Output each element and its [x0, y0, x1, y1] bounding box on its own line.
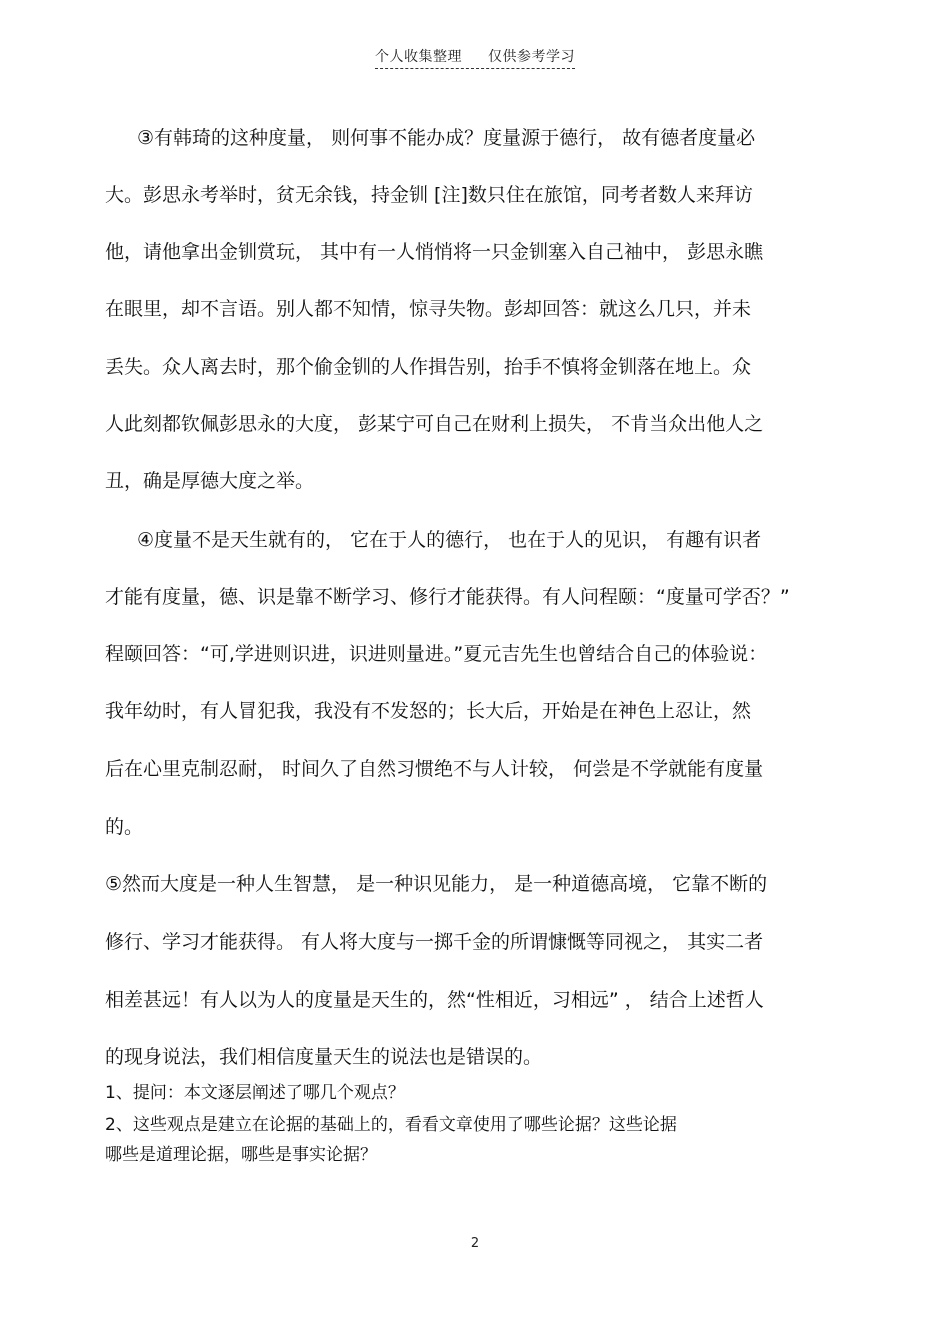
paragraph-line: ⑤然而大度是一种人生智慧， 是一种识见能力， 是一种道德高境， 它靠不断的 [105, 873, 768, 895]
paragraph-line: 我年幼时，有人冒犯我，我没有不发怒的；长大后，开始是在神色上忍让，然 [105, 700, 752, 722]
paragraph-line: 在眼里，却不言语。别人都不知情，惊寻失物。彭却回答：就这么几只，并未 [105, 298, 752, 320]
header-left: 个人收集整理 [375, 49, 462, 65]
paragraph-line: 他，请他拿出金钏赏玩， 其中有一人悄悄将一只金钏塞入自己袖中， 彭思永瞧 [105, 241, 764, 263]
paragraph-line: 大。彭思永考举时，贫无余钱，持金钏 [注]数只住在旅馆，同考者数人来拜访 [105, 184, 753, 206]
paragraph-line: 的现身说法，我们相信度量天生的说法也是错误的。 [105, 1046, 543, 1068]
paragraph-line: 丢失。众人离去时，那个偷金钏的人作揖告别，抬手不慎将金钏落在地上。众 [105, 356, 752, 378]
header-text [375, 46, 575, 69]
paragraph-line: 相差甚远！有人以为人的度量是天生的，然“性相近，习相远” ， 结合上述哲人 [105, 989, 764, 1011]
header-right: 仅供参考学习 [488, 49, 575, 65]
paragraph-line: 才能有度量，德、识是靠不断学习、修行才能获得。有人问程颐：“度量可学否？” [105, 586, 790, 608]
paragraph-line: ④度量不是天生就有的， 它在于人的德行， 也在于人的见识， 有趣有识者 [137, 529, 762, 551]
paragraph-line: 修行、学习才能获得。 有人将大度与一掷千金的所谓慷慨等同视之， 其实二者 [105, 931, 764, 953]
paragraph-line: 后在心里克制忍耐， 时间久了自然习惯绝不与人计较， 何尝是不学就能有度量 [105, 758, 764, 780]
question-line: 2、这些观点是建立在论据的基础上的，看看文章使用了哪些论据？这些论据 [105, 1115, 677, 1135]
page-header [0, 46, 950, 69]
paragraph-line: 丑，确是厚德大度之举。 [105, 470, 315, 492]
paragraph-line: 的。 [105, 816, 144, 838]
page-number: 2 [470, 1236, 480, 1251]
question-line: 1、提问：本文逐层阐述了哪几个观点？ [105, 1083, 405, 1103]
question-line: 哪些是道理论据，哪些是事实论据？ [105, 1145, 377, 1165]
paragraph-line: ③有韩琦的这种度量， 则何事不能办成？度量源于德行， 故有德者度量必 [137, 127, 756, 149]
paragraph-line: 程颐回答：“可,学进则识进，识进则量进。”夏元吉先生也曾结合自己的体验说： [105, 643, 768, 665]
paragraph-line: 人此刻都钦佩彭思永的大度， 彭某宁可自己在财利上损失， 不肯当众出他人之 [105, 413, 764, 435]
